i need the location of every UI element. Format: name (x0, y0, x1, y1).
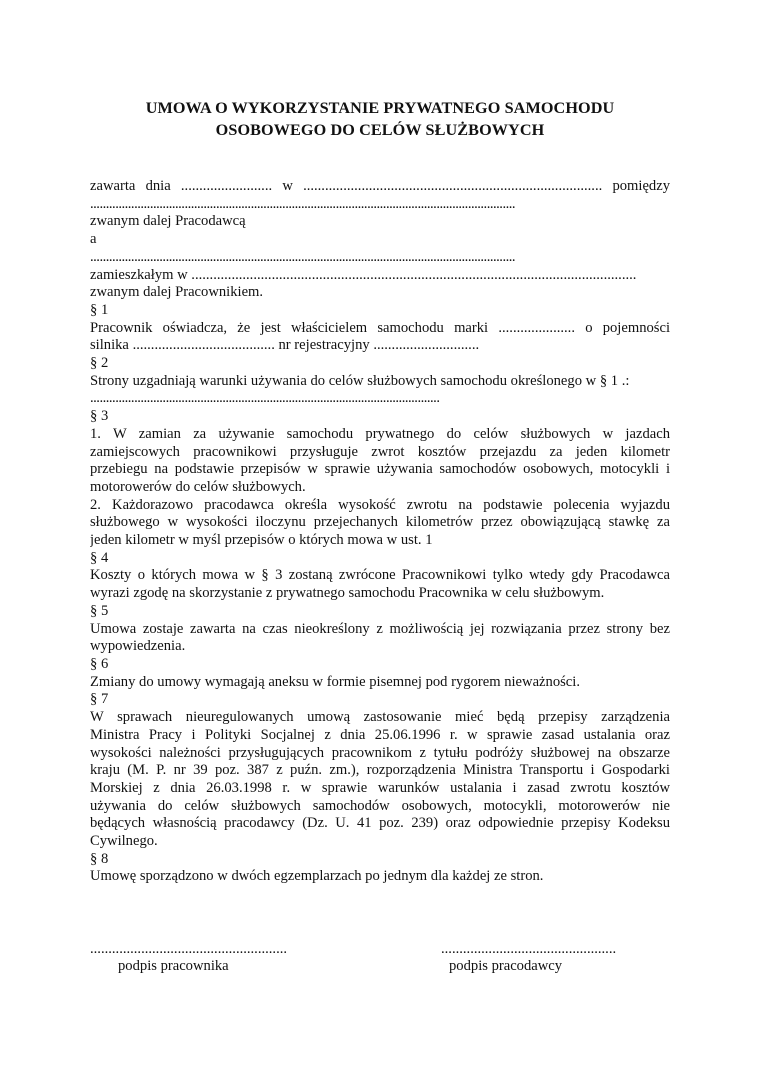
section-1-text-line: Pracownik oświadcza, że jest właścicielem samochodu marki ..................... o pojemności (90, 319, 670, 336)
title-line-2: OSOBOWEGO DO CELÓW SŁUŻBOWYCH (215, 121, 545, 139)
section-5-text-line: wypowiedzenia. (90, 638, 186, 655)
conjunction-a: a (90, 231, 97, 248)
section-1-text-line: silnika ....................................... nr rejestracyjny ............................. (90, 337, 480, 354)
section-1-heading: § 1 (90, 301, 109, 318)
section-4-text-line: wyrazi zgodę na skorzystanie z prywatnego samochodu Pracownika w celu służbowym. (90, 585, 605, 602)
section-7-text-line: Cywilnego. (90, 833, 158, 850)
section-3-heading: § 3 (90, 408, 109, 425)
contract-body (90, 178, 670, 886)
section-7-heading: § 7 (90, 691, 109, 708)
agreement-date-place-line: zawarta dnia ......................... w .................................................................................. pomiędzy (90, 178, 670, 194)
section-4-heading: § 4 (90, 549, 109, 566)
section-2-text-line: Strony uzgadniają warunki używania do celów służbowych samochodu określonego w § 1 .: (90, 372, 630, 389)
title-line-1: UMOWA O WYKORZYSTANIE PRYWATNEGO SAMOCHODU (145, 99, 615, 117)
employee-designation: zwanym dalej Pracownikiem. (90, 284, 264, 301)
employee-address-line: zamieszkałym w .......................................................................................................................... (90, 266, 637, 283)
section-3-text-line: zamiejscowych pracownikowi przysługuje zwrot kosztów przejazdu za jeden kilometr (90, 443, 670, 460)
document-title (90, 97, 670, 141)
section-4-text-line: Koszty o których mowa w § 3 zostaną zwrócone Pracownikowi tylko wtedy gdy Pracodawca (90, 567, 670, 584)
employee-signature-line: ...................................................... (90, 941, 288, 957)
section-7-text-line: Morskiej z dnia 26.03.1998 r. w sprawie warunków ustalania i zasad zwrotu kosztów (90, 779, 670, 796)
section-7-text-line: W sprawach nieuregulowanych umową zastosowanie mieć będą przepisy zarządzenia (90, 709, 670, 726)
section-7-text-line: będących własnością pracodawcy (Dz. U. 41 poz. 239) oraz odpowiednie przepisy Kodeksu (90, 815, 670, 832)
section-5-text-line: Umowa zostaje zawarta na czas nieokreślony z możliwością jej rozwiązania przez strony bez (90, 620, 670, 637)
section-7-text-line: wysokości należności przysługujących pracownikom z tytułu podróży służbowej na obszarze (90, 744, 670, 761)
section-7-text-line: kraju (M. P. nr 39 poz. 387 z puźn. zm.), rozporządzenia Ministra Transportu i Gospodarki (90, 762, 670, 779)
section-3-text-line: przebiegu na podstawie przepisów w sprawie używania samochodów osobowych, motocykli i (90, 461, 670, 478)
employer-signature-line: ................................................ (441, 941, 617, 957)
section-8-text-line: Umowę sporządzono w dwóch egzemplarzach po jednym dla każdej ze stron. (90, 868, 544, 885)
section-3-text-line: motorowerów do celów służbowych. (90, 478, 306, 495)
employee-name-blank: ....................................................................................................................................... (90, 248, 516, 265)
section-8-heading: § 8 (90, 850, 109, 867)
section-5-heading: § 5 (90, 602, 109, 619)
employer-name-blank: ....................................................................................................................................... (90, 195, 516, 212)
section-7-text-line: używania do celów służbowych samochodów osobowych, motocykli, motorowerów nie (90, 797, 670, 814)
section-3-text-line: 1. W zamian za używanie samochodu prywatnego do celów służbowych w jazdach (90, 425, 670, 442)
employee-signature-label: podpis pracownika (118, 958, 229, 974)
employer-signature-label: podpis pracodawcy (449, 958, 563, 974)
employer-designation: zwanym dalej Pracodawcą (90, 213, 246, 230)
section-2-heading: § 2 (90, 355, 109, 372)
section-7-text-line: Ministra Pracy i Polityki Socjalnej z dnia 25.06.1996 r. w sprawie zasad ustalania oraz (90, 726, 670, 743)
section-3-text-line: 2. Każdorazowo pracodawca określa wysokość zwrotu na podstawie polecenia wyjazdu (90, 496, 670, 513)
section-6-heading: § 6 (90, 655, 109, 672)
section-3-text-line: jeden kilometr w myśl przepisów o których mowa w ust. 1 (90, 532, 433, 549)
section-3-text-line: służbowego w wysokości iloczynu przejechanych kilometrów przez obowiązującą stawkę za (90, 514, 670, 531)
section-2-blank-line: ............................................................................................................... (90, 390, 440, 407)
section-6-text-line: Zmiany do umowy wymagają aneksu w formie pisemnej pod rygorem nieważności. (90, 673, 580, 690)
